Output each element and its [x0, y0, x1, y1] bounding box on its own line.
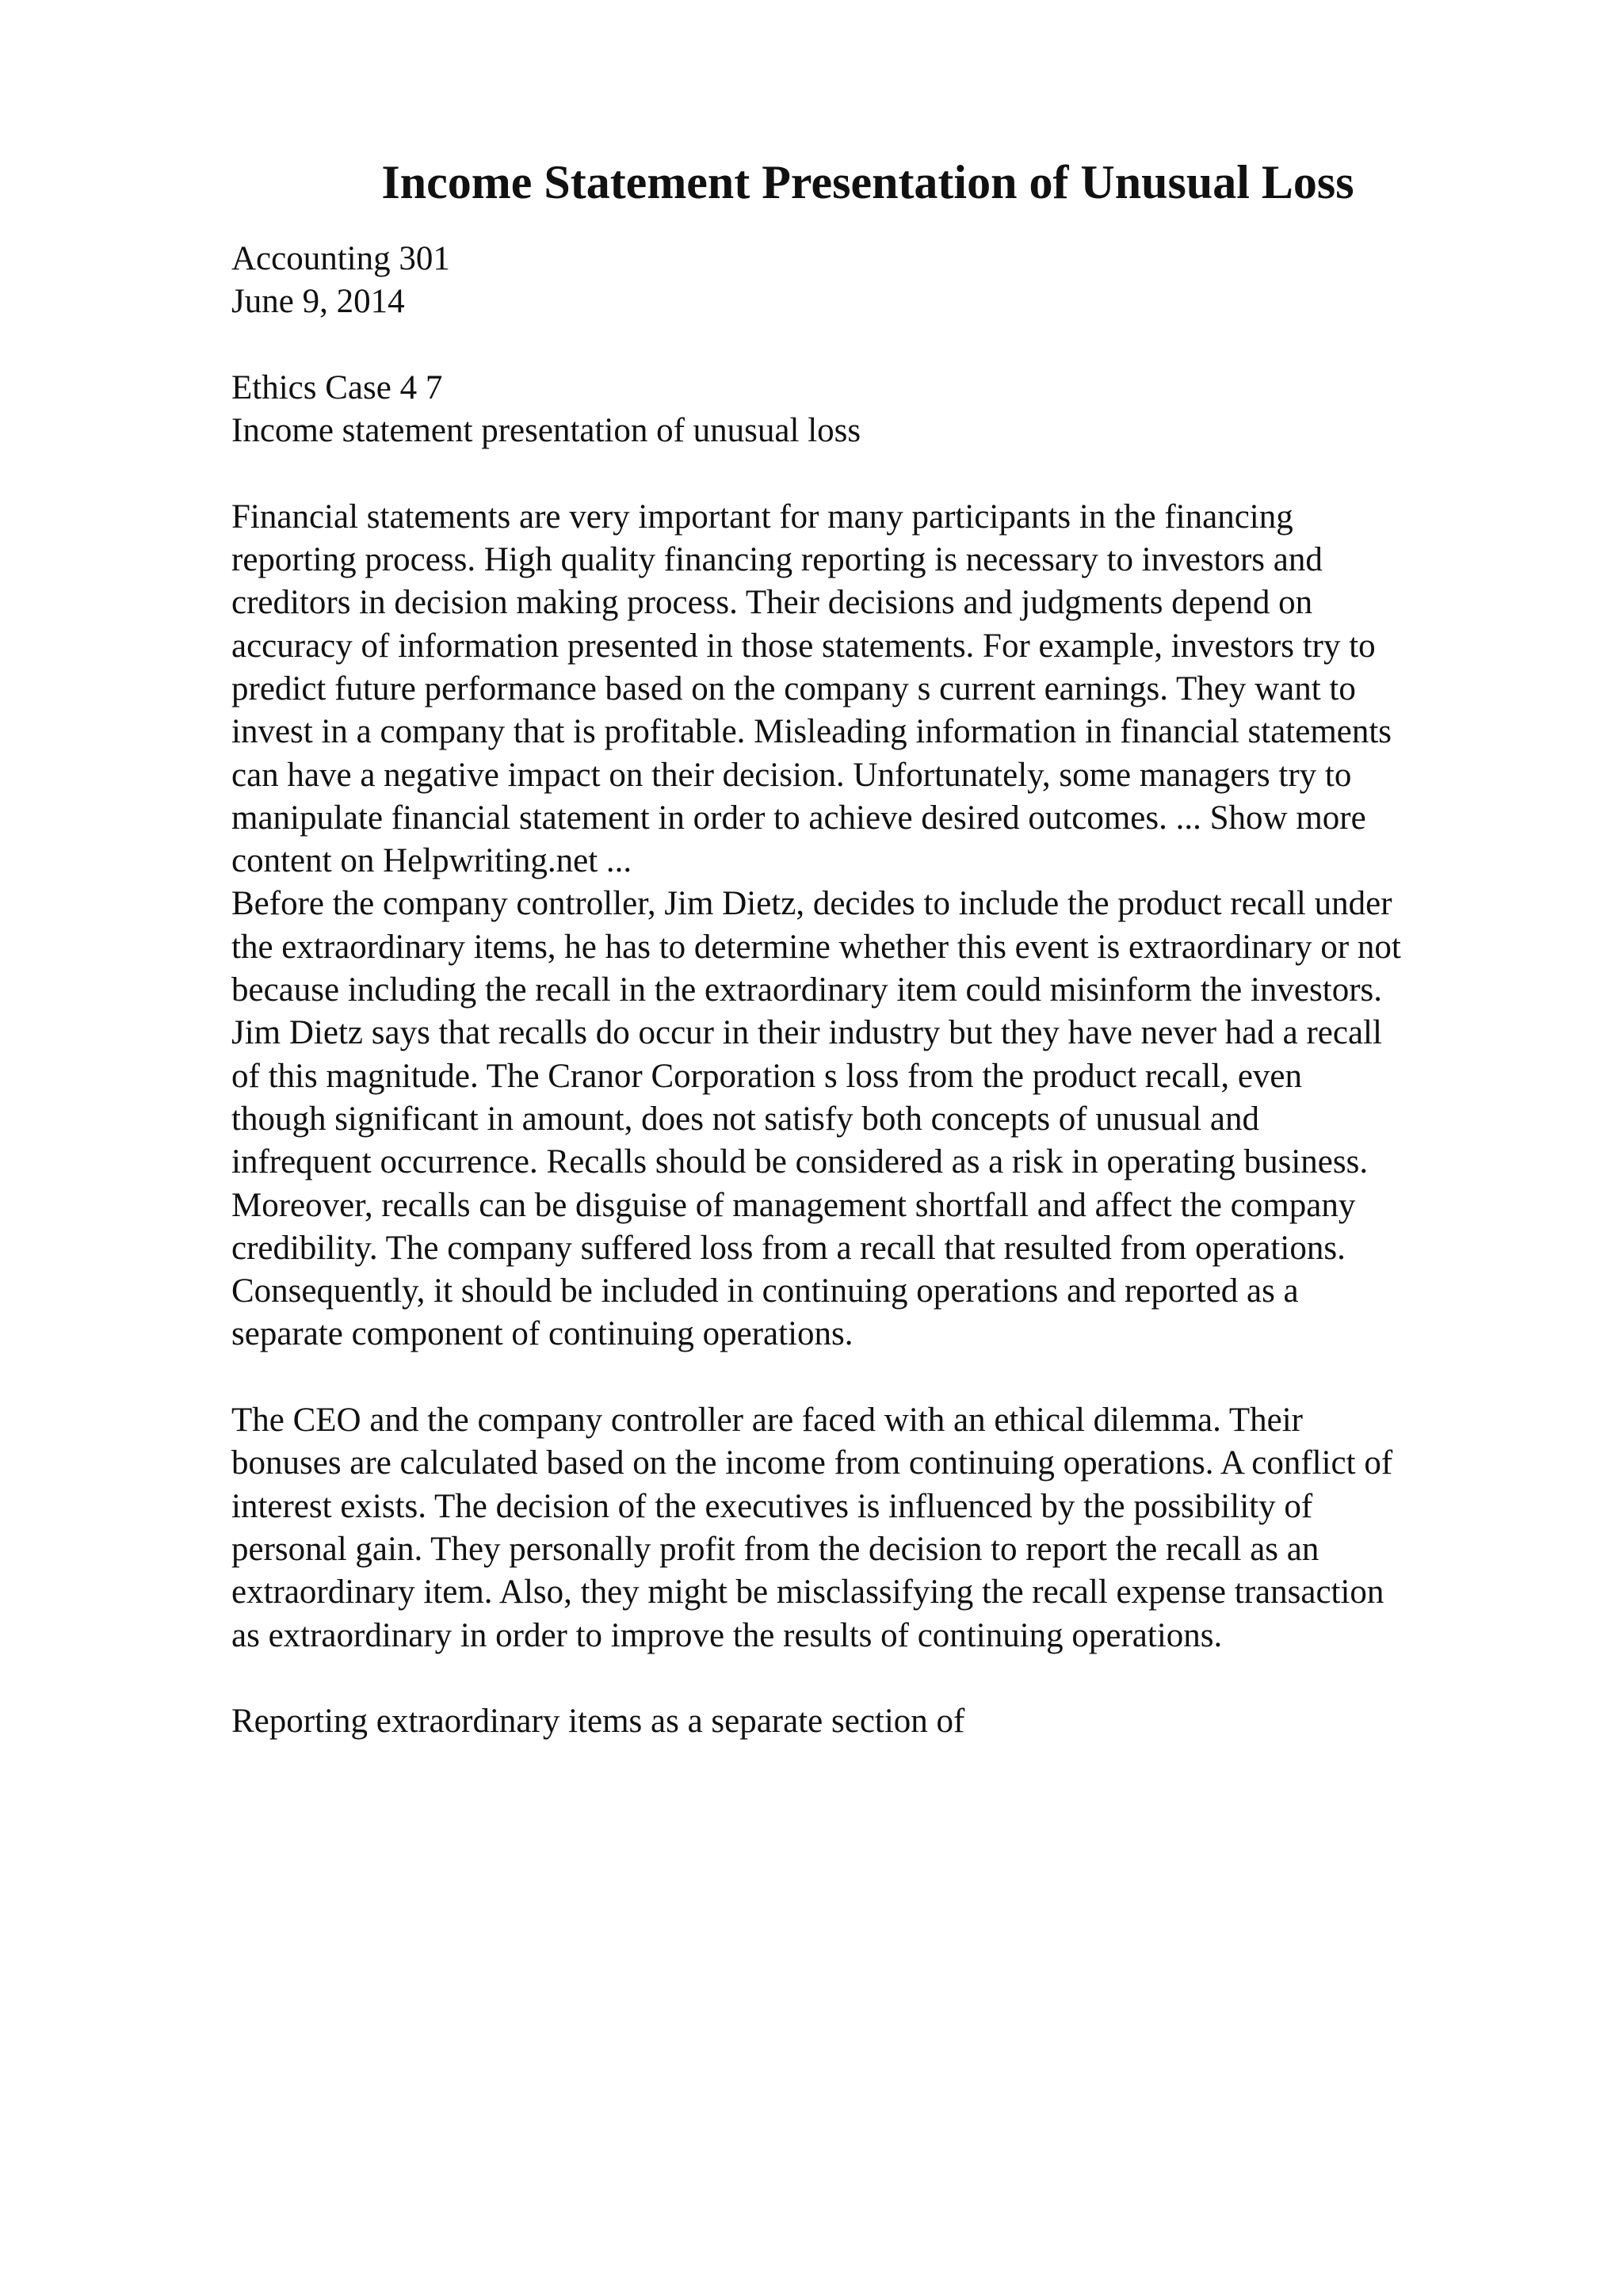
text-line: accuracy of information presented in those statements. For example, investors try to — [231, 627, 1376, 665]
text-line: manipulate financial statement in order to achieve desired outcomes. ... Show more — [231, 799, 1366, 837]
text-line: credibility. The company suffered loss from a recall that resulted from operations. — [231, 1229, 1346, 1267]
text-line: Moreover, recalls can be disguise of management shortfall and affect the company — [231, 1186, 1356, 1224]
spacer — [231, 1356, 1594, 1399]
text-line: separate component of continuing operations. — [231, 1315, 854, 1353]
paragraph-1 — [231, 496, 1594, 1356]
text-line: personal gain. They personally profit from the decision to report the recall as an — [231, 1530, 1319, 1568]
text-line: The CEO and the company controller are faced with an ethical dilemma. Their — [231, 1402, 1303, 1440]
text-line: Consequently, it should be included in continuing operations and reported as a — [231, 1272, 1299, 1310]
text-line: content on Helpwriting.net ... — [231, 842, 632, 880]
text-line: reporting process. High quality financing reporting is necessary to investors and — [231, 541, 1323, 579]
text-line: interest exists. The decision of the executives is influenced by the possibility of — [231, 1487, 1313, 1525]
text-line: Jim Dietz says that recalls do occur in their industry but they have never had a recall — [231, 1014, 1382, 1052]
case-label: Ethics Case 4 7 — [231, 368, 443, 406]
text-line: the extraordinary items, he has to determine whether this event is extraordinary or not — [231, 928, 1401, 966]
text-line: of this magnitude. The Cranor Corporation s loss from the product recall, even — [231, 1057, 1302, 1095]
text-line: Reporting extraordinary items as a separate section of — [231, 1703, 965, 1741]
text-line: invest in a company that is profitable. Misleading information in financial statements — [231, 713, 1392, 751]
document-title: Income Statement Presentation of Unusual Loss — [381, 156, 1354, 208]
text-line: because including the recall in the extraordinary item could misinform the investors. — [231, 971, 1383, 1009]
case-subtitle: Income statement presentation of unusual loss — [231, 412, 861, 450]
spacer — [231, 324, 1594, 367]
spacer — [231, 1657, 1594, 1700]
paragraph-2 — [231, 1399, 1594, 1657]
spacer — [231, 452, 1594, 495]
text-line: extraordinary item. Also, they might be misclassifying the recall expense transaction — [231, 1573, 1384, 1611]
text-line: can have a negative impact on their decision. Unfortunately, some managers try to — [231, 756, 1352, 794]
text-line: Financial statements are very important for many participants in the financing — [231, 498, 1293, 536]
document-date: June 9, 2014 — [231, 283, 405, 321]
document-body — [231, 238, 1594, 1743]
paragraph-3 — [231, 1700, 1594, 1743]
text-line: Before the company controller, Jim Dietz, decides to include the product recall under — [231, 885, 1392, 923]
text-line: creditors in decision making process. Their decisions and judgments depend on — [231, 584, 1313, 622]
text-line: predict future performance based on the company s current earnings. They want to — [231, 669, 1356, 707]
text-line: infrequent occurrence. Recalls should be considered as a risk in operating business. — [231, 1143, 1369, 1181]
text-line: as extraordinary in order to improve the results of continuing operations. — [231, 1616, 1223, 1654]
text-line: bonuses are calculated based on the income from continuing operations. A conflict of — [231, 1444, 1393, 1482]
course-name: Accounting 301 — [231, 240, 450, 277]
text-line: though significant in amount, does not satisfy both concepts of unusual and — [231, 1100, 1259, 1138]
